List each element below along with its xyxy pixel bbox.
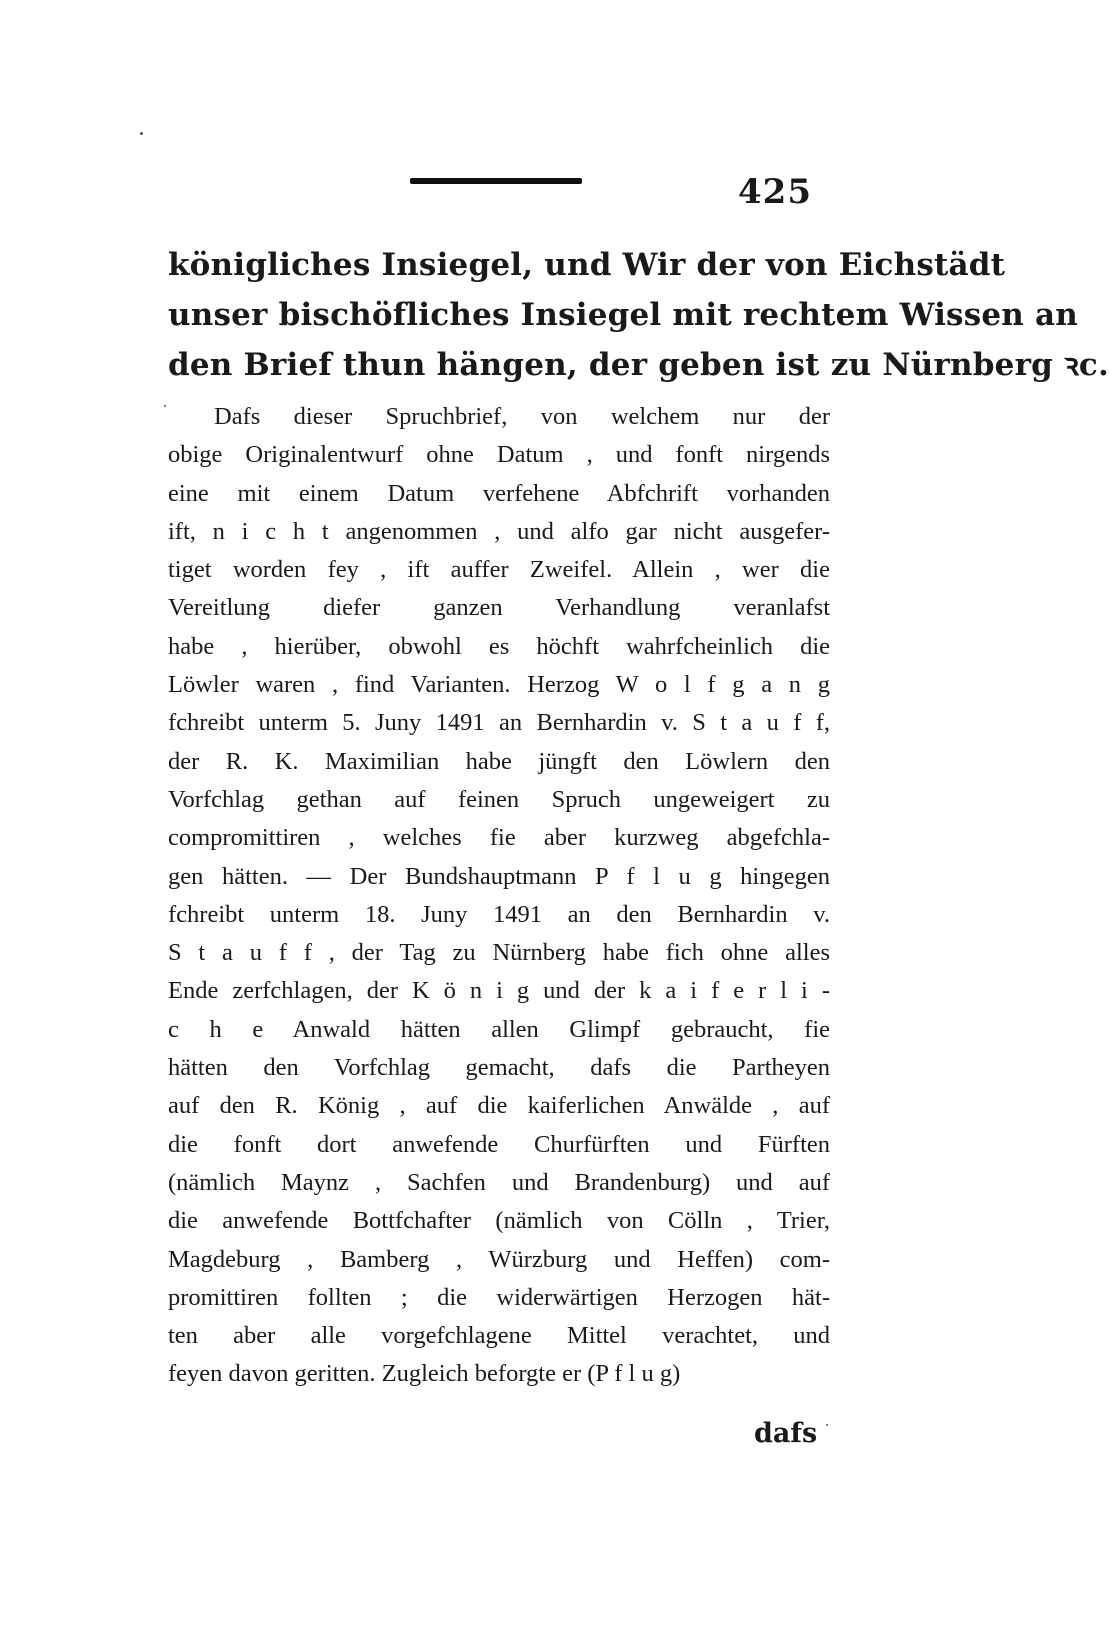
body-line: hätten den Vorfchlag gemacht, dafs die Partheyen [168, 1054, 830, 1082]
body-line: tiget worden fey , ift auffer Zweifel. Allein , wer die [168, 556, 830, 584]
fraktur-line: königliches Insiegel, und Wir der von Eichstädt [168, 247, 1006, 283]
body-line: feyen davon geritten. Zugleich beforgte er (P f l u g) [168, 1360, 681, 1388]
body-line: ten aber alle vorgefchlagene Mittel verachtet, und [168, 1322, 830, 1350]
ink-speck [164, 405, 166, 407]
header-rule [410, 178, 582, 184]
body-line: Vorfchlag gethan auf feinen Spruch ungeweigert zu [168, 785, 830, 813]
body-line: die anwefende Bottfchafter (nämlich von Cölln , Trier, [168, 1207, 830, 1235]
page-number: 425 [738, 172, 812, 212]
body-line: Vereitlung diefer ganzen Verhandlung veranlafst [168, 594, 830, 622]
body-line: eine mit einem Datum verfehene Abfchrift vorhanden [168, 479, 830, 507]
body-line: die fonft dort anwefende Churfürften und Fürften [168, 1130, 830, 1158]
body-line: gen hätten. — Der Bundshauptmann P f l u g hingegen [168, 862, 830, 890]
body-line: obige Originalentwurf ohne Datum , und fonft nirgends [168, 441, 830, 469]
body-paragraph [168, 398, 830, 1394]
fraktur-line: den Brief thun hängen, der geben ist zu Nürnberg ꝛc. [168, 347, 1109, 383]
body-line: auf den R. König , auf die kaiferlichen Anwälde , auf [168, 1092, 830, 1120]
fraktur-text-block [168, 240, 1109, 390]
fraktur-line: unser bischöfliches Insiegel mit rechtem Wissen an [168, 297, 1079, 333]
body-line: Dafs dieser Spruchbrief, von welchem nur der [214, 403, 830, 430]
body-line: der R. K. Maximilian habe jüngft den Löwlern den [168, 747, 830, 775]
body-line: Löwler waren , find Varianten. Herzog W o l f g a n g [168, 671, 830, 699]
catchword: dafs [754, 1418, 818, 1449]
body-line: ift, n i c h t angenommen , und alfo gar nicht ausgefer- [168, 517, 830, 545]
body-line: Ende zerfchlagen, der K ö n i g und der k a i f e r l i - [168, 977, 830, 1005]
body-line: Magdeburg , Bamberg , Würzburg und Heffen) com- [168, 1245, 830, 1273]
body-line: S t a u f f , der Tag zu Nürnberg habe fich ohne alles [168, 939, 830, 967]
body-line: fchreibt unterm 5. Juny 1491 an Bernhardin v. S t a u f f, [168, 709, 830, 737]
body-line: compromittiren , welches fie aber kurzweg abgefchla- [168, 824, 830, 852]
body-line: c h e Anwald hätten allen Glimpf gebraucht, fie [168, 1015, 830, 1043]
body-line: (nämlich Maynz , Sachfen und Brandenburg) und auf [168, 1168, 830, 1196]
ink-speck [826, 1424, 828, 1426]
ink-speck [140, 132, 143, 135]
body-line: fchreibt unterm 18. Juny 1491 an den Bernhardin v. [168, 900, 830, 928]
body-line: habe , hierüber, obwohl es höchft wahrfcheinlich die [168, 632, 830, 660]
body-line: promittiren follten ; die widerwärtigen Herzogen hät- [168, 1283, 830, 1311]
